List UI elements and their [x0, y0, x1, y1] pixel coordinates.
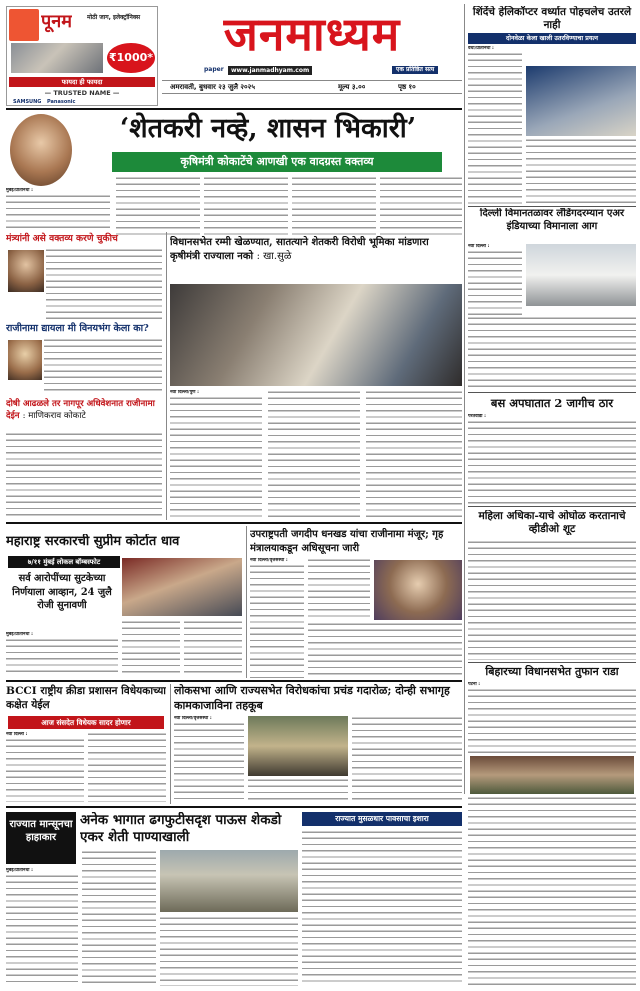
- masthead-title[interactable]: जनमाध्यम: [223, 7, 401, 61]
- lead-headline[interactable]: ‘शेतकरी नव्हे, शासन भिकारी’: [119, 113, 417, 144]
- ad-trusted: — TRUSTED NAME —: [44, 89, 120, 97]
- monsoon-body-4: [302, 830, 462, 986]
- monsoon-body-2: [82, 850, 156, 986]
- tagline-badge: एक प्रतिष्ठित सत्य: [392, 66, 438, 74]
- ad-brand-samsung: SAMSUNG: [13, 99, 42, 105]
- ministers-headline[interactable]: मंत्र्यांनी असे वक्तव्य करणे चुकीच: [6, 233, 118, 244]
- ad-title: पूनम: [41, 11, 72, 32]
- masthead-web-bar: [162, 66, 462, 76]
- court-dateline: मुंबई/प्रतिनिधी :: [6, 632, 33, 637]
- dhankhar-photo: [374, 560, 462, 620]
- ad-strip: फायदा ही फायदा: [9, 77, 155, 87]
- rummy-body-2: [268, 390, 360, 520]
- shinde-dateline: वर्धा/प्रतिनिधी :: [468, 46, 494, 51]
- bcci-headline[interactable]: BCCI राष्ट्रीय क्रीडा प्रशासन विधेयकाच्या कक्षेत येईल: [6, 685, 166, 711]
- rummy-headline[interactable]: [170, 236, 462, 263]
- shinde-body-2: [526, 138, 636, 206]
- lok-headline[interactable]: लोकसभा आणि राज्यसभेत विरोधकांचा प्रचंड गदारोळ; दोन्ही सभागृह कामकाजाविना तहकूब: [174, 684, 450, 712]
- delhi-dateline: नवी दिल्ली :: [468, 244, 490, 249]
- lok-dateline: नवी दिल्ली/वृत्तसंस्था :: [174, 716, 212, 721]
- bihar-photo: [470, 756, 634, 794]
- lok-body-1: [174, 716, 244, 804]
- raji-photo: [8, 340, 42, 380]
- delhi-photo: [526, 244, 636, 306]
- monsoon-warning: राज्यात मुसळधार पावसाचा इशारा: [302, 812, 462, 826]
- rummy-body-1: [170, 390, 262, 520]
- delhi-body: [468, 244, 522, 316]
- edition-date: अमरावती, बुधवार २३ जुलै २०२५: [170, 83, 255, 91]
- rummy-group-photo: [170, 284, 462, 386]
- lead-body-5: [380, 176, 462, 238]
- raji-body: [44, 338, 162, 394]
- monsoon-label: राज्यात मान्सूनचा हाहाकार: [6, 812, 76, 864]
- lead-body-1: [6, 188, 110, 230]
- mahila-headline[interactable]: महिला अधिका-याचे ओघोळ करतानाचे व्हीडीओ शूट: [478, 510, 626, 535]
- lok-photo: [248, 716, 348, 776]
- rummy-dateline: नवी दिल्ली/पुणे :: [170, 390, 199, 395]
- delhi-headline[interactable]: दिल्ली विमानतळावर लँडिंगदरम्यान एअर इंडियाच्या विमानाला आग: [479, 208, 625, 232]
- lok-body-3: [352, 716, 462, 804]
- court-tag: ७/११ मुंबई लोकल बॉम्बस्फोट: [8, 556, 120, 568]
- lead-body-4: [292, 176, 376, 238]
- court-body-2: [122, 620, 180, 676]
- doshi-body: [6, 432, 162, 520]
- bus-body: [468, 414, 636, 504]
- lead-minister-photo: [10, 114, 72, 186]
- bihar-body-2: [468, 796, 636, 986]
- bcci-dateline: नवी दिल्ली :: [6, 732, 28, 737]
- ad-products-image: [11, 43, 103, 73]
- monsoon-body-3: [160, 916, 298, 986]
- bus-dateline: परतवाडा :: [468, 414, 486, 419]
- lead-body-2: [116, 176, 200, 238]
- rummy-body-3: [366, 390, 462, 520]
- shinde-body: [468, 46, 522, 206]
- court-body-1: [6, 632, 118, 676]
- dhankhar-headline[interactable]: उपराष्ट्रपती जगदीप धनखड यांचा राजीनामा मंजूर; गृह मंत्रालयाकडून अधिसूचना जारी: [250, 529, 444, 554]
- doshi-headline-text: दोषी आढळले तर नागपूर अधिवेशनात राजीनामा देईन: [6, 399, 155, 421]
- court-body-3: [184, 620, 242, 676]
- ad-subtitle: मोठी जाग, इलेक्ट्रॉनिक्स: [87, 14, 141, 21]
- bcci-body-2: [88, 732, 166, 802]
- bihar-headline[interactable]: बिहारच्या विधानसभेत तुफान राडा: [485, 665, 619, 678]
- court-photo: [122, 558, 242, 616]
- rummy-source: : खा.सुळे: [256, 250, 292, 262]
- mahila-body: [468, 540, 636, 660]
- dhankhar-dateline: नवी दिल्ली/वृत्तसंस्था :: [250, 558, 288, 563]
- page-count: पृष्ठ १०: [398, 83, 416, 91]
- dhankhar-body-1: [250, 558, 304, 678]
- right-column-divider: [464, 4, 465, 794]
- monsoon-photo: [160, 850, 298, 912]
- bus-headline[interactable]: बस अपघातात 2 जागीच ठार: [490, 396, 614, 410]
- masthead-title-wrap: [162, 4, 462, 66]
- website-link[interactable]: www.janmadhyam.com: [228, 66, 312, 75]
- dateline-bar: [162, 80, 462, 94]
- bihar-dateline: पटना :: [468, 682, 481, 687]
- ad-price-badge: ₹1000*: [107, 43, 155, 73]
- dhankhar-body-2: [308, 558, 370, 620]
- shinde-photo: [526, 66, 636, 136]
- issue-price: मूल्य ३.००: [338, 83, 366, 91]
- bcci-body-1: [6, 732, 84, 802]
- monsoon-body-1: [6, 868, 78, 986]
- raji-headline[interactable]: राजीनामा द्यायला मी विनयभंग केला का?: [6, 323, 149, 334]
- ministers-photo: [8, 250, 44, 292]
- delhi-body-2: [468, 316, 636, 390]
- ministers-body: [46, 248, 162, 320]
- dhankhar-body-3: [308, 622, 462, 678]
- monsoon-dateline: मुंबई/प्रतिनिधी :: [6, 868, 33, 873]
- lok-body-2: [248, 778, 348, 804]
- rummy-headline-text: विधानसभेत रम्मी खेळण्यात, सातत्याने शेतकरी विरोधी भूमिका मांडणारा कृषीमंत्री राज्याला नको: [170, 237, 429, 262]
- masthead-ad: [6, 6, 158, 106]
- paper-label: paper: [204, 66, 224, 73]
- lead-body-3: [204, 176, 288, 238]
- shinde-subhead: दोनवेळा केला खाली उतरविण्याचा प्रयत्न: [468, 33, 636, 44]
- doshi-source: : माणिकराव कोकाटे: [22, 411, 86, 421]
- doshi-headline[interactable]: [6, 398, 162, 422]
- bihar-body: [468, 682, 636, 754]
- bcci-sub: आज संसदेत विधेयक सादर होणार: [8, 716, 164, 729]
- lead-dateline: मुंबई/प्रतिनिधी :: [6, 188, 33, 193]
- shinde-headline[interactable]: शिंदेंचे हेलिकॉप्टर वर्ध्यात पोहचलेच उतरले नाही: [472, 6, 632, 31]
- court-headline[interactable]: महाराष्ट्र सरकारची सुप्रीम कोर्टात धाव: [6, 534, 180, 549]
- ad-brand-panasonic: Panasonic: [47, 99, 76, 105]
- monsoon-headline[interactable]: अनेक भागात ढगफुटीसदृश पाऊस शेकडो एकर शेती पाण्याखाली: [80, 812, 282, 845]
- lead-subhead: कृषिमंत्री कोकाटेंचे आणखी एक वादग्रस्त वक्तव्य: [112, 152, 442, 172]
- court-sub: सर्व आरोपींच्या सुटकेच्या निर्णयाला आव्हान, 24 जुलै रोजी सुनावणी: [12, 573, 112, 611]
